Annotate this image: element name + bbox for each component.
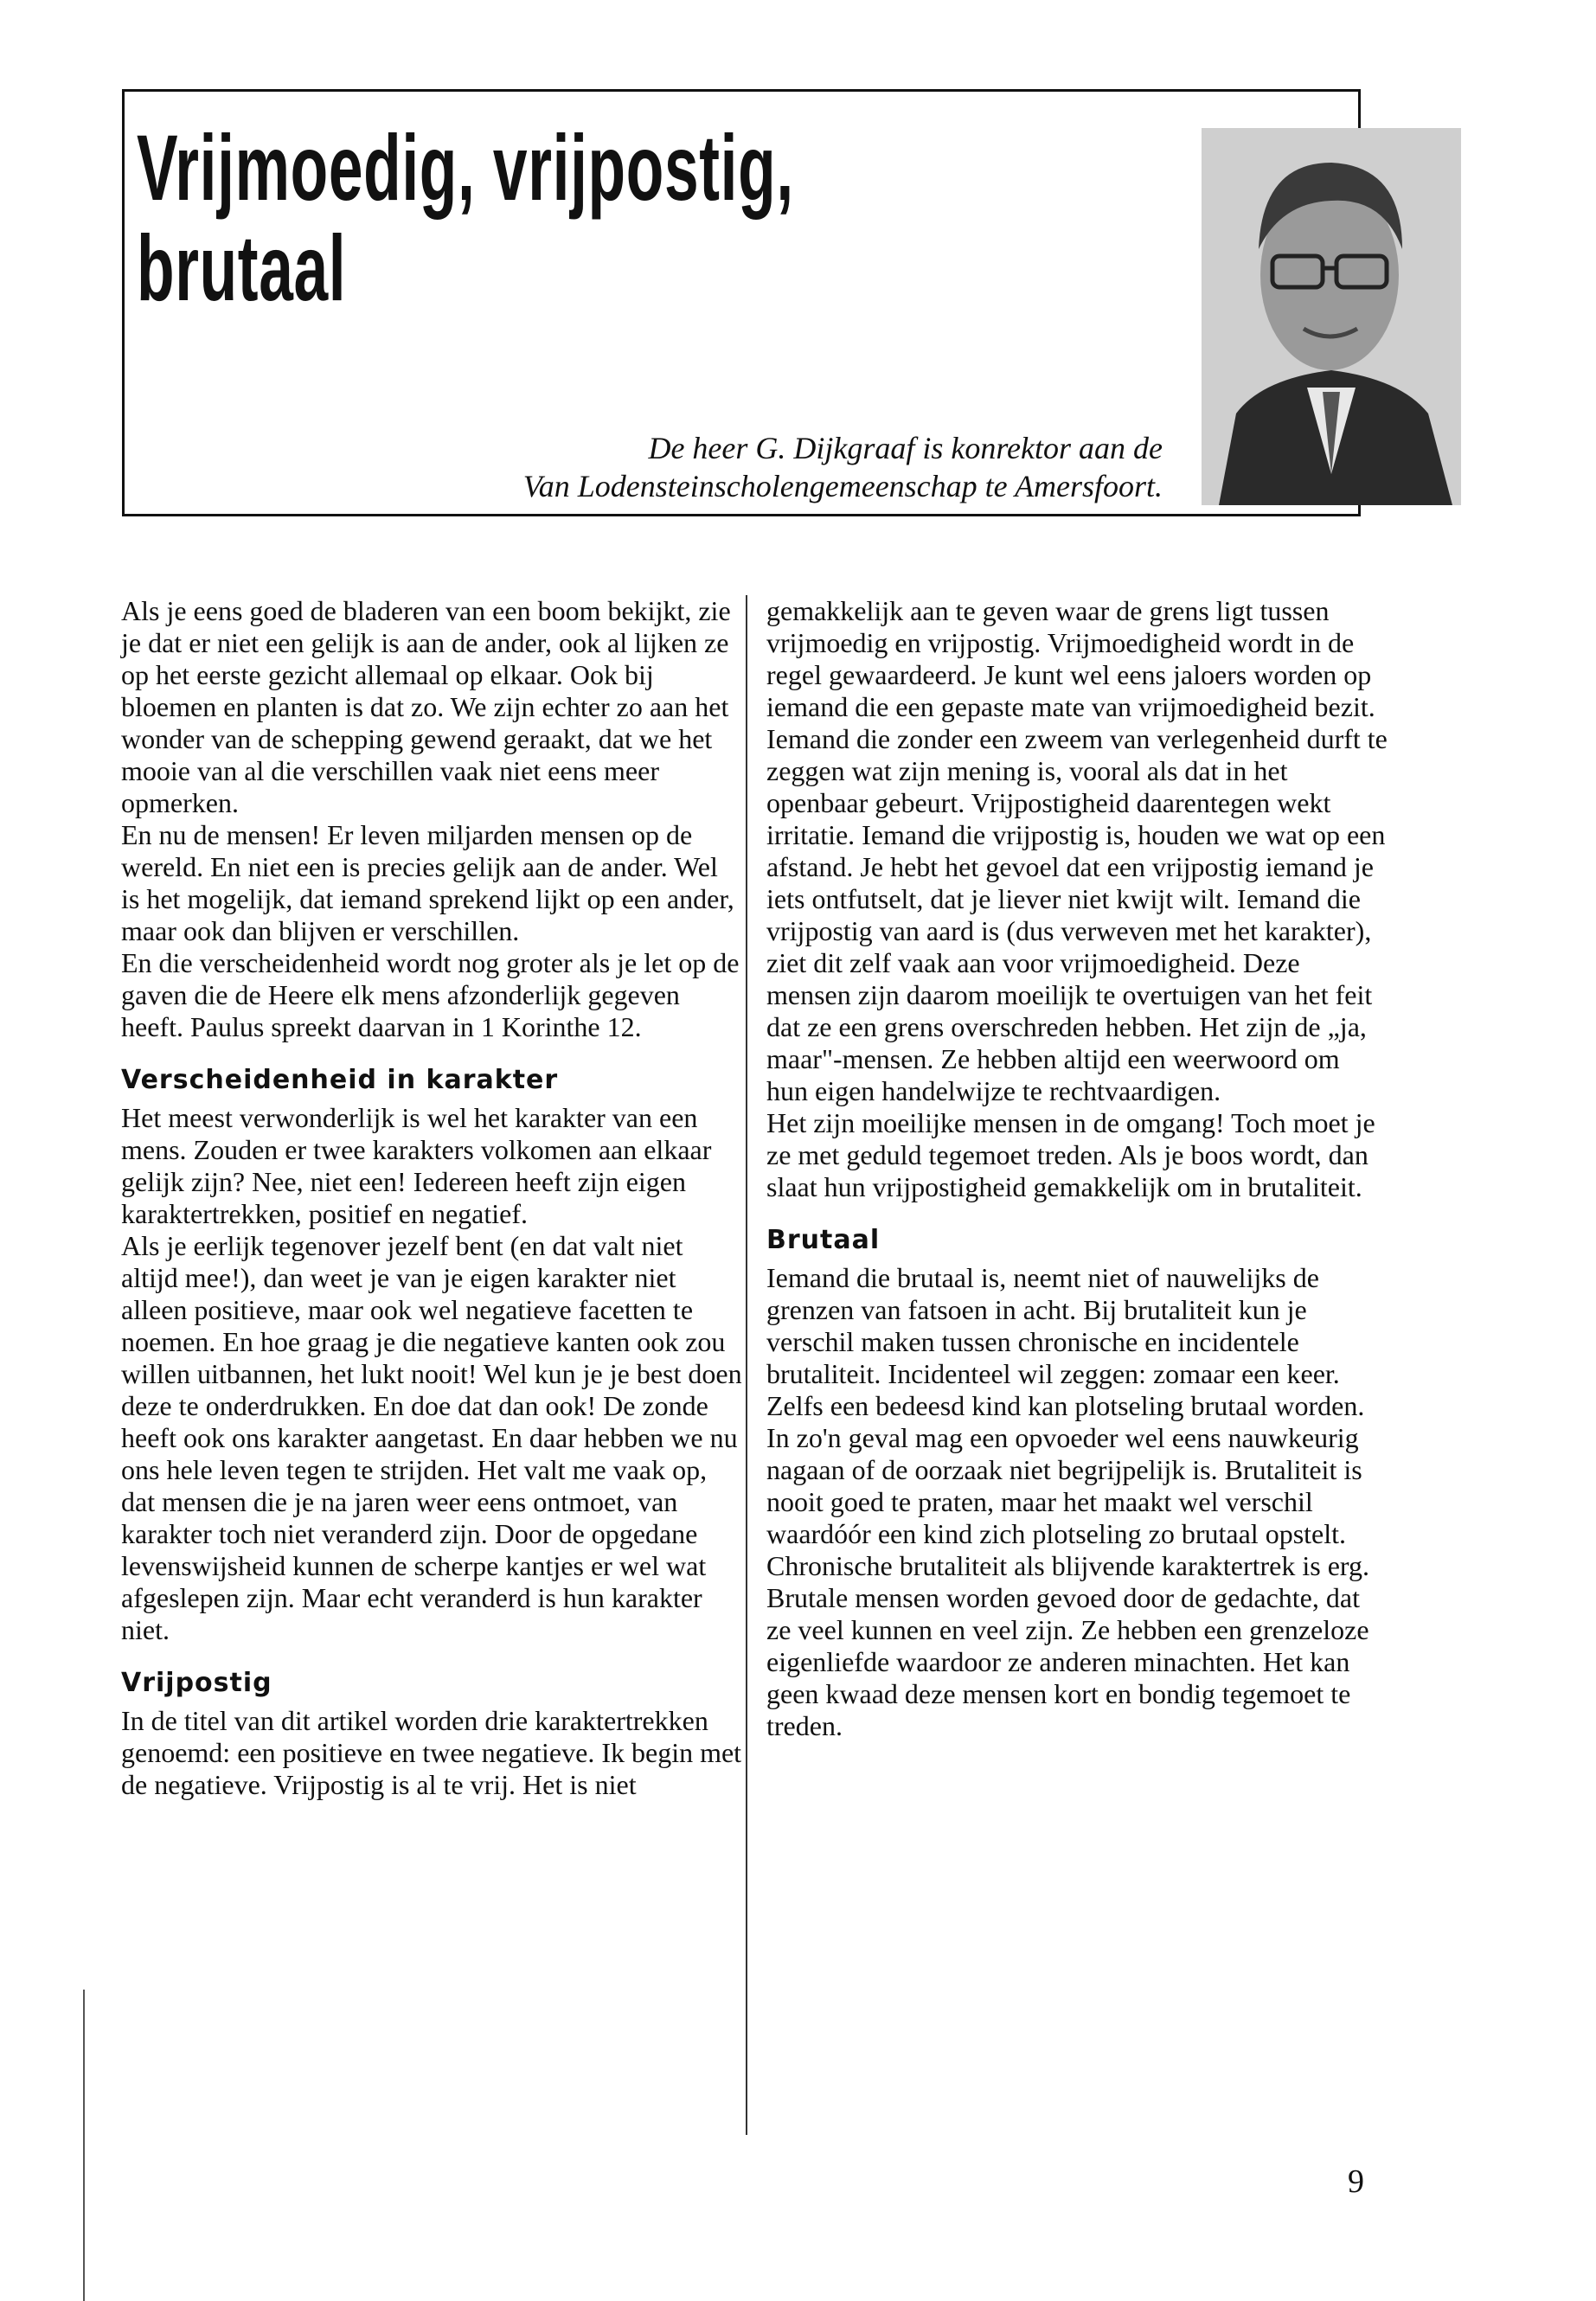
title-line-2: brutaal <box>137 215 347 320</box>
paragraph: Het zijn moeilijke mensen in de omgang! Toch moet je ze met geduld tegemoet treden. Als je boos wordt, dan slaat hun vrijpostigheid gemakkelijk om in brutaliteit. <box>766 1107 1375 1202</box>
title-line-1: Vrijmoedig, vrijpostig, <box>137 115 794 220</box>
caption-line-1: De heer G. Dijkgraaf is konrektor aan de <box>648 431 1163 465</box>
author-photo <box>1202 128 1461 505</box>
paragraph: En die verscheidenheid wordt nog groter als je let op de gaven die de Heere elk mens afzonderlijk gegeven heeft. Paulus spreekt daarvan in 1 Korinthe 12. <box>121 947 740 1042</box>
page-number: 9 <box>1348 2163 1364 2200</box>
margin-rule <box>83 1990 85 2301</box>
right-column <box>766 595 1388 1742</box>
left-column <box>121 595 742 1801</box>
paragraph: gemakkelijk aan te geven waar de grens ligt tussen vrijmoedig en vrijpostig. Vrijmoedigheid wordt in de regel gewaardeerd. Je kunt wel eens jaloers worden op iemand die een gepaste mate van vrijmoedigheid bezit. Iemand die zonder een zweem van verlegenheid durft te zeggen wat zijn mening is, vooral als dat in het openbaar gebeurt. Vrijpostigheid daarentegen wekt irritatie. Iemand die vrijpostig is, houden we wat op een afstand. Je hebt het gevoel dat een vrijpostig iemand je iets ontfutselt, dat je liever niet kwijt wilt. Iemand die vrijpostig van aard is (dus verweven met het karakter), ziet dit zelf vaak aan voor vrijmoedigheid. Deze mensen zijn daarom moeilijk te overtuigen van het feit dat ze een grens overschreden hebben. Het zijn de „ja, maar"-mensen. Ze hebben altijd een weerwoord om hun eigen handelwijze te rechtvaardigen. <box>766 595 1388 1106</box>
paragraph: In de titel van dit artikel worden drie karaktertrekken genoemd: een positieve en twee negatieve. Ik begin met de negatieve. Vrijpostig is al te vrij. Het is niet <box>121 1705 742 1800</box>
column-divider <box>746 595 747 2135</box>
caption-line-2: Van Lodensteinscholengemeenschap te Amersfoort. <box>522 469 1163 503</box>
paragraph: Als je eens goed de bladeren van een boom bekijkt, zie je dat er niet een gelijk is aan de ander, ook al lijken ze op het eerste gezicht allemaal op elkaar. Ook bij bloemen en planten is dat zo. We zijn echter zo aan het wonder van de schepping gewend geraakt, dat we het mooie van al die verschillen vaak niet eens meer opmerken. <box>121 595 731 818</box>
section-heading-vrijpostig: Vrijpostig <box>121 1668 272 1698</box>
paragraph: Het meest verwonderlijk is wel het karakter van een mens. Zouden er twee karakters volkomen aan elkaar gelijk zijn? Nee, niet een! Iedereen heeft zijn eigen karaktertrekken, positief en negatief. <box>121 1102 712 1229</box>
paragraph: Chronische brutaliteit als blijvende karaktertrek is erg. Brutale mensen worden gevoed door de gedachte, dat ze veel kunnen en veel zijn. Ze hebben een grenzeloze eigenliefde waardoor ze anderen minachten. Het kan geen kwaad deze mensen kort en bondig tegemoet te treden. <box>766 1550 1369 1741</box>
paragraph: Iemand die brutaal is, neemt niet of nauwelijks de grenzen van fatsoen in acht. Bij brutaliteit kun je verschil maken tussen chronische en incidentele brutaliteit. Incidenteel wil zeggen: zomaar een keer. Zelfs een bedeesd kind kan plotseling brutaal worden. In zo'n geval mag een opvoeder wel eens nauwkeurig nagaan of de oorzaak niet begrijpelijk is. Brutaliteit is nooit goed te praten, maar het maakt wel verschil waardóór een kind zich plotseling zo brutaal opstelt. <box>766 1262 1365 1549</box>
article-title <box>137 115 794 320</box>
article-header <box>122 89 1361 516</box>
section-heading-brutaal: Brutaal <box>766 1225 881 1255</box>
author-caption <box>367 429 1163 505</box>
section-heading-karakter: Verscheidenheid in karakter <box>121 1065 559 1095</box>
paragraph: En nu de mensen! Er leven miljarden mensen op de wereld. En niet een is precies gelijk aan de ander. Wel is het mogelijk, dat iemand sprekend lijkt op een ander, maar ook dan blijven er verschillen. <box>121 819 734 946</box>
paragraph: Als je eerlijk tegenover jezelf bent (en dat valt niet altijd mee!), dan weet je van je eigen karakter niet alleen positieve, maar ook wel negatieve facetten te noemen. En hoe graag je die negatieve kanten ook zou willen uitbannen, het lukt nooit! Wel kun je je best doen deze te onderdrukken. En doe dat dan ook! De zonde heeft ook ons karakter aangetast. En daar hebben we nu ons hele leven tegen te strijden. Het valt me vaak op, dat mensen die je na jaren weer eens ontmoet, van karakter toch niet veranderd zijn. Door de opgedane levenswijsheid kunnen de scherpe kantjes er wel wat afgeslepen zijn. Maar echt veranderd is hun karakter niet. <box>121 1230 742 1645</box>
